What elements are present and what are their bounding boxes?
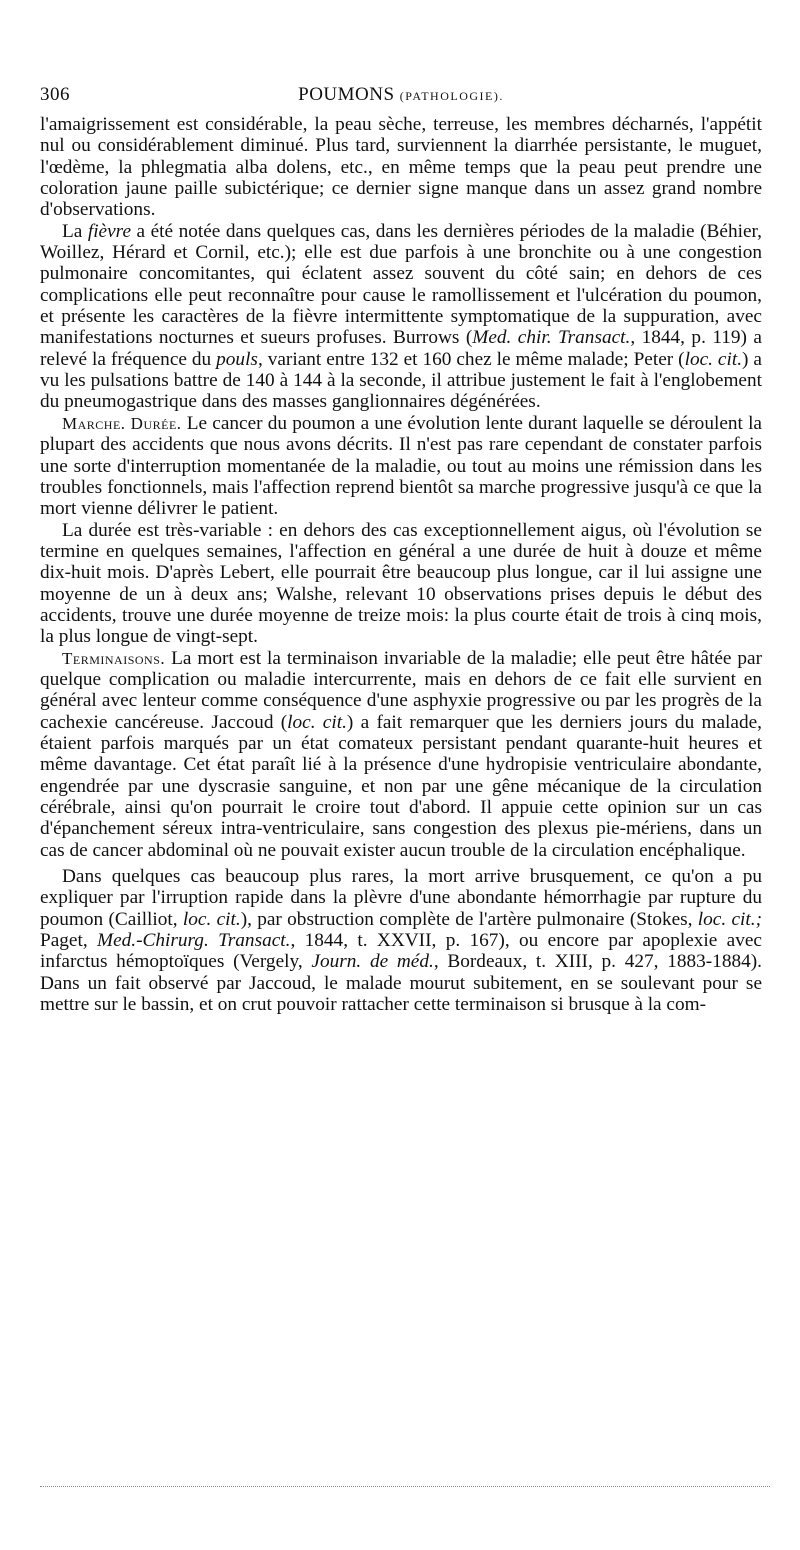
italic-text: pouls <box>216 348 258 370</box>
footer-divider <box>40 1486 770 1487</box>
text-run: ) a vu les pulsations battre de 140 à 144 à la seconde, il attribue justement le fait à l'englobement du pneumogastrique dans des masses ganglionnaires dégénérées. <box>40 348 762 413</box>
text-run: Paget, <box>40 930 98 952</box>
header-subtitle: (PATHOLOGIE). <box>399 89 504 103</box>
body-text <box>40 114 762 1015</box>
italic-text: loc. cit. <box>684 348 743 370</box>
text-run: , 1844, t. XXVII, p. 167), ou encore par apoplexie avec infarctus hémoptoïques (Vergely, <box>40 930 762 973</box>
italic-text: loc. cit. <box>182 908 241 930</box>
text-run: ) a fait remarquer que les derniers jours du malade, étaient parfois marqués par un état comateux persistant pendant quarante-huit heures et même davantage. Cet état paraît lié à la présence d'une hydropisie ventriculaire abondante, engendrée par une dyscrasie sanguine, et non par une gêne mécanique de la circulation cérébrale, ainsi qu'on pourrait le croire tout d'abord. Il appuie cette opinion sur un cas d'épanchement séreux intra-ventriculaire, sans congestion des plexus pie-mériens, dans un cas de cancer abdominal où ne pouvait exister aucun trouble de la circulation encéphalique. <box>40 711 762 861</box>
italic-text: Journ. de méd. <box>311 951 434 973</box>
text-run: l'amaigrissement est considérable, la peau sèche, terreuse, les membres décharnés, l'appétit nul ou considérablement diminué. Plus tard, surviennent la diarrhée persistante, le muguet, l'œdème, la phlegmatia alba dolens, etc., en même temps que la peau peut prendre une coloration jaune paille subictérique; ce dernier signe manque dans un assez grand nombre d'observations. <box>40 114 762 221</box>
paragraph <box>40 114 762 221</box>
paragraph <box>40 221 762 413</box>
text-run: Dans quelques cas beaucoup plus rares, la mort arrive brusquement, ce qu'on a pu expliquer par l'irruption rapide dans la plèvre d'une abondante hémorrhagie par rupture du poumon (Cailliot, <box>40 866 762 930</box>
text-run: ), par obstruction complète de l'artère pulmonaire (Stokes, <box>240 908 698 930</box>
text-run: La durée est très-variable : en dehors des cas exceptionnellement aigus, où l'évolution se termine en quelques semaines, l'affection en général a une durée de huit à douze et même dix-huit mois. D'après Lebert, elle pourrait être beaucoup plus longue, car il lui assigne une moyenne de un à deux ans; Walshe, relevant 10 observations prises depuis le début des accidents, trouve une durée moyenne de treize mois: la plus courte était de trois à cinq mois, la plus longue de vingt-sept. <box>40 519 762 648</box>
italic-text: Med.-Chirurg. Transact. <box>97 930 291 952</box>
paragraph <box>40 413 762 520</box>
italic-text: loc. cit. <box>287 711 347 733</box>
paragraph <box>40 648 762 861</box>
text-run: a été notée dans quelques cas, dans les dernières périodes de la maladie (Béhier, Woillez, Hérard et Cornil, etc.); elle est due parfois à une bronchite ou à une congestion pulmonaire concomitantes, qui éclatent assez souvent du côté sain; en dehors de ces complications elle peut reconnaître pour cause le ramollissement et l'ulcération du poumon, et présente les caractères de la fièvre intermittente symptomatique de la suppuration, avec manifestations nocturnes et sueurs profuses. Burrows ( <box>40 220 762 349</box>
text-run: , Bordeaux, t. XIII, p. 427, 1883-1884). Dans un fait observé par Jaccoud, le malade mourut subitement, en se soulevant pour se mettre sur le bassin, et on crut pouvoir rattacher cette terminaison si brusque à la com- <box>40 951 762 1016</box>
header-title: POUMONS <box>298 84 395 105</box>
text-run: , variant entre 132 et 160 chez le même malade; Peter ( <box>257 348 685 370</box>
running-header <box>40 84 762 114</box>
text-run: La mort est la terminaison invariable de la maladie; elle peut être hâtée par quelque complication ou maladie intercurrente, mais en dehors de ce fait elle survient en général avec lenteur comme conséquence d'une asphyxie progressive ou par les progrès de la cachexie cancéreuse. Jaccoud ( <box>40 647 762 733</box>
paragraph <box>40 520 762 648</box>
section-heading: Terminaisons. <box>62 648 166 668</box>
text-run: La <box>62 220 88 242</box>
text-run: Le cancer du poumon a une évolution lente durant laquelle se déroulent la plupart des accidents que nous avons décrits. Il n'est pas rare cependant de constater parfois une sorte d'interruption momentanée de la maladie, ou tout au moins une rémission dans les troubles fonctionnels, mais l'affection reprend bientôt sa marche progressive jusqu'à ce que la mort vienne délivrer le patient. <box>40 412 762 520</box>
paragraph <box>40 866 762 1015</box>
page-number: 306 <box>40 84 70 105</box>
italic-text: fièvre <box>87 220 132 242</box>
running-title <box>40 84 762 106</box>
section-heading: Marche. Durée. <box>62 413 182 433</box>
italic-text: loc. cit.; <box>697 908 762 930</box>
text-run: , 1844, p. 119) a relevé la fréquence du <box>40 327 762 370</box>
italic-text: Med. chir. Transact. <box>472 327 631 349</box>
